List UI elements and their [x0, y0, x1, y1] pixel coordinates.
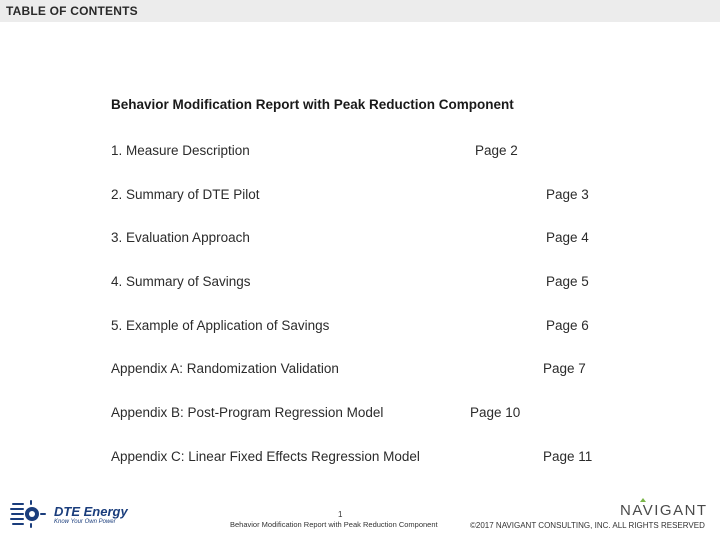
- document-title: Behavior Modification Report with Peak Reduction Component: [111, 97, 514, 112]
- dte-sunburst-icon: [10, 500, 50, 528]
- toc-item-page: Page 11: [543, 449, 593, 464]
- navigant-logo: NAVIGANT: [620, 502, 708, 519]
- toc-item-label[interactable]: 4. Summary of Savings: [111, 274, 251, 289]
- dte-brand-name: DTE Energy: [54, 504, 128, 519]
- toc-item-label[interactable]: 1. Measure Description: [111, 143, 250, 158]
- footer-report-title: Behavior Modification Report with Peak Reduction Component: [230, 520, 438, 529]
- toc-item-page: Page 4: [546, 230, 589, 245]
- toc-item-label[interactable]: Appendix B: Post-Program Regression Model: [111, 405, 384, 420]
- toc-item-label[interactable]: Appendix C: Linear Fixed Effects Regression Model: [111, 449, 420, 464]
- toc-item-page: Page 10: [470, 405, 521, 420]
- toc-item-label[interactable]: 2. Summary of DTE Pilot: [111, 187, 260, 202]
- toc-item-page: Page 7: [543, 361, 586, 376]
- toc-item-page: Page 3: [546, 187, 589, 202]
- dte-energy-logo: [8, 500, 148, 530]
- dte-tagline: Know Your Own Power: [54, 519, 116, 525]
- header-bar: [0, 0, 720, 22]
- toc-item-page: Page 5: [546, 274, 589, 289]
- toc-item-label[interactable]: Appendix A: Randomization Validation: [111, 361, 339, 376]
- section-title: TABLE OF CONTENTS: [6, 4, 138, 18]
- toc-item-label[interactable]: 3. Evaluation Approach: [111, 230, 250, 245]
- copyright-notice: ©2017 NAVIGANT CONSULTING, INC. ALL RIGHTS RESERVED: [470, 521, 705, 530]
- page-number: 1: [338, 510, 343, 519]
- toc-item-page: Page 2: [475, 143, 518, 158]
- toc-item-label[interactable]: 5. Example of Application of Savings: [111, 318, 330, 333]
- toc-item-page: Page 6: [546, 318, 589, 333]
